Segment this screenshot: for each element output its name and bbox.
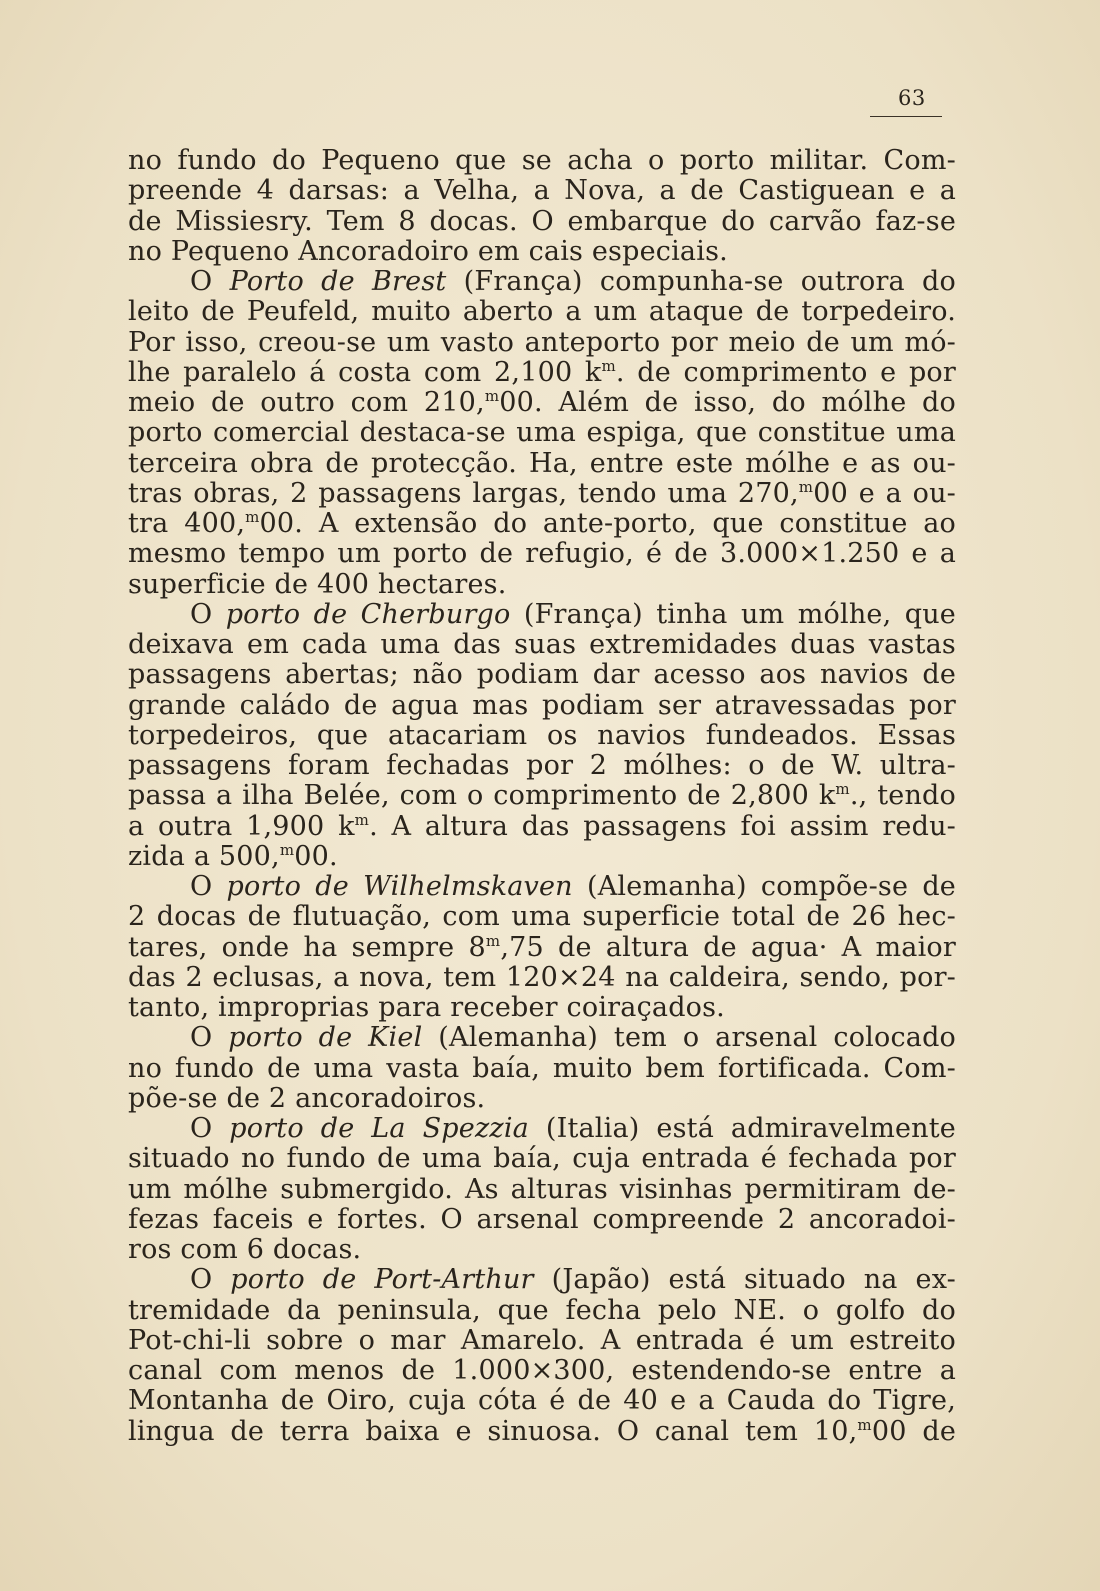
text-line: preende 4 darsas: a Velha, a Nova, a de Castiguean e a (128, 175, 956, 207)
text-line: no fundo de uma vasta baía, muito bem fortificada. Com- (128, 1052, 956, 1084)
page-number: 63 (898, 86, 926, 110)
text-line: fezas faceis e fortes. O arsenal compreende 2 ancoradoi- (128, 1203, 956, 1235)
text-line: de Missiesry. Tem 8 docas. O embarque do carvão faz-se (128, 205, 956, 237)
text-line: das 2 eclusas, a nova, tem 120×24 na caldeira, sendo, por- (128, 961, 956, 993)
text-line: tra 400,$^m$00. A extensão do ante-porto, que constitue ao (128, 508, 956, 539)
text-line: zida a 500,$^m$00. (128, 840, 338, 872)
text-line: lhe paralelo á costa com 2,100 $k^m$. de comprimento e por (128, 356, 956, 388)
text-line: canal com menos de 1.000×300, estendendo-se entre a (128, 1355, 956, 1386)
text-line: porto comercial destaca-se uma espiga, que constitue uma (128, 417, 956, 449)
paragraph (128, 1114, 956, 1265)
body-text (128, 146, 956, 1447)
header-rule (870, 116, 942, 117)
text-line: O porto de Kiel (Alemanha) tem o arsenal colocado (190, 1022, 957, 1054)
text-line: tanto, improprias para receber coiraçados. (128, 992, 725, 1023)
text-line: ros com 6 docas. (128, 1234, 362, 1265)
text-line: O porto de Wilhelmskaven (Alemanha) compõe-se de (190, 871, 956, 902)
text-line: tremidade da peninsula, que fecha pelo NE. o golfo do (128, 1294, 956, 1326)
text-line: leito de Peufeld, muito aberto a um ataque de torpedeiro. (128, 296, 956, 328)
text-line: Montanha de Oiro, cuja cóta é de 40 e a Cauda do Tigre, (128, 1385, 956, 1417)
text-line: terceira obra de protecção. Ha, entre este mólhe e as ou- (128, 447, 956, 479)
text-line: passagens abertas; não podiam dar acesso aos navios de (128, 659, 956, 691)
text-line: Pot-chi-li sobre o mar Amarelo. A entrada é um estreito (128, 1324, 956, 1356)
text-line: no Pequeno Ancoradoiro em cais especiais. (128, 235, 728, 267)
text-line: tares, onde ha sempre 8$^m$,75 de altura de agua· A maior (128, 931, 956, 963)
paragraph (128, 600, 956, 872)
text-line: um mólhe submergido. As alturas visinhas permitiram de- (128, 1173, 956, 1205)
paragraph (128, 1265, 956, 1447)
text-line: a outra 1,900 $k^m$. A altura das passagens foi assim redu- (128, 810, 957, 842)
text-line: O Porto de Brest (França) compunha-se outrora do (190, 266, 956, 297)
text-line: deixava em cada uma das suas extremidades duas vastas (128, 629, 956, 660)
text-line: Por isso, creou-se um vasto anteporto por meio de um mó- (128, 326, 956, 358)
text-line: torpedeiros, que atacariam os navios fundeados. Essas (128, 719, 956, 751)
text-line: lingua de terra baixa e sinuosa. O canal tem 10,$^m$00 de (128, 1415, 956, 1447)
text-line: 2 docas de flutuação, com uma superficie total de 26 hec- (128, 901, 956, 933)
text-line: passa a ilha Belée, com o comprimento de 2,800 $k^m$., tendo (128, 780, 957, 812)
text-line: O porto de Cherburgo (França) tinha um mólhe, que (190, 598, 956, 630)
paragraph (128, 267, 956, 600)
text-line: passagens foram fechadas por 2 mólhes: o de W. ultra- (128, 750, 956, 781)
text-line: meio de outro com 210,$^m$00. Além de isso, do mólhe do (128, 387, 957, 418)
text-line: O porto de La Spezzia (Italia) está admiravelmente (190, 1113, 956, 1144)
paragraph (128, 872, 956, 1023)
text-line: no fundo do Pequeno que se acha o porto militar. Com- (128, 145, 956, 176)
text-line: O porto de Port-Arthur (Japão) está situado na ex- (190, 1264, 956, 1296)
text-line: mesmo tempo um porto de refugio, é de 3.000×1.250 e a (128, 538, 956, 570)
text-line: põe-se de 2 ancoradoiros. (128, 1082, 486, 1114)
paragraph (128, 146, 956, 267)
text-line: tras obras, 2 passagens largas, tendo uma 270,$^m$00 e a ou- (128, 477, 956, 509)
text-line: grande caládo de agua mas podiam ser atravessadas por (128, 689, 956, 721)
text-line: superficie de 400 hectares. (128, 568, 507, 600)
text-line: situado no fundo de uma baía, cuja entrada é fechada por (128, 1143, 956, 1175)
paragraph (128, 1023, 956, 1114)
